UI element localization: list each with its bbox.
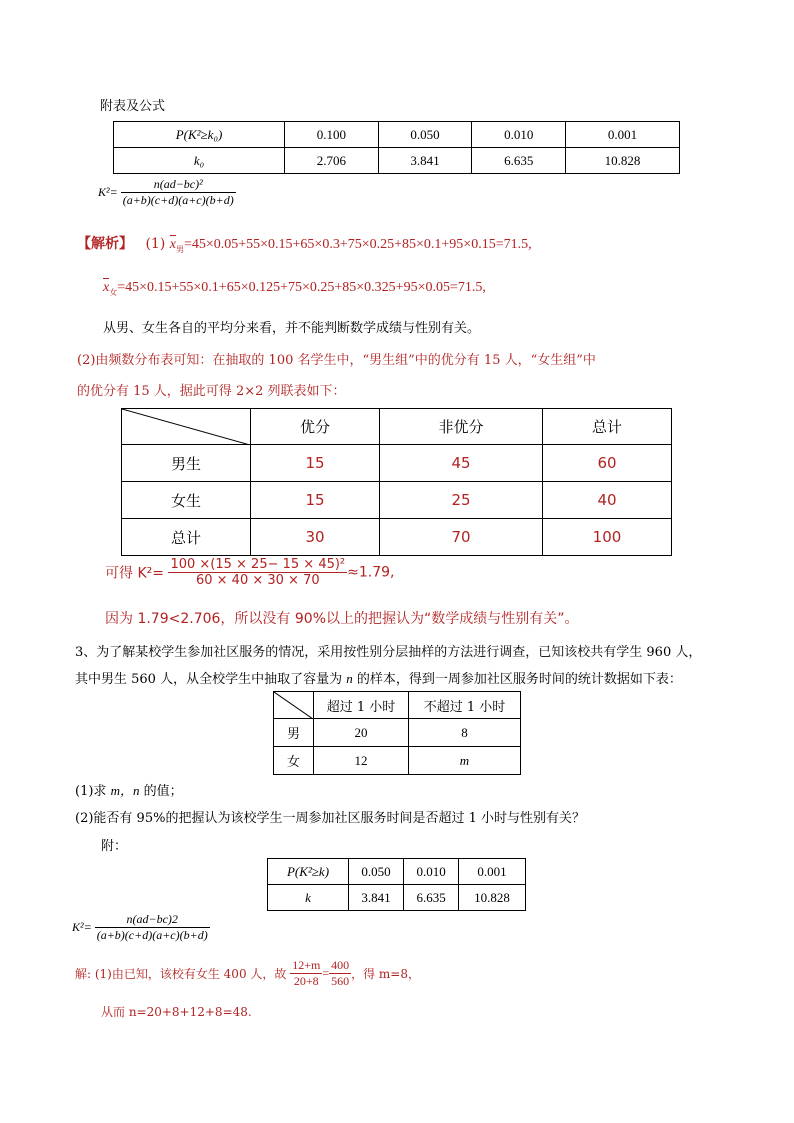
table1-cell: 2.706	[285, 148, 379, 174]
mean-symbol: x	[103, 280, 110, 295]
formula-lhs: K²=	[72, 920, 92, 934]
row-label: 总计	[122, 519, 251, 556]
diagonal-line	[122, 409, 250, 445]
solution-l1a: 解: (1)由已知，该校有女生 400 人，故	[75, 967, 287, 981]
service-time-table	[273, 691, 521, 775]
table1-cell: 6.635	[472, 148, 566, 174]
table1-cell: 3.841	[378, 148, 472, 174]
table-cell: 25	[380, 482, 543, 519]
q3-line-1: 3、为了解某校学生参加社区服务的情况，采用按性别分层抽样的方法进行调查，已知该校共有学生 960 人，	[75, 645, 702, 660]
critical-value-table-2	[267, 858, 526, 911]
table-cell: 45	[380, 445, 543, 482]
table-cell: 30	[251, 519, 380, 556]
q3-line-2	[75, 668, 682, 687]
table-cell: m	[409, 747, 521, 775]
diagonal-header-cell	[122, 409, 251, 445]
analysis-line-2	[103, 279, 486, 298]
analysis-line-3: 从男、女生各自的平均分来看，并不能判断数学成绩与性别有关。	[103, 321, 481, 336]
table1-cell: 10.828	[566, 148, 680, 174]
table1-cell: 0.050	[378, 122, 472, 148]
table-cell: 12	[314, 747, 409, 775]
k-squared-formula	[98, 177, 236, 208]
mean-subscript: 女	[109, 287, 118, 297]
result-prefix: 可得 K²=	[105, 565, 164, 582]
mean-subscript: 男	[175, 244, 184, 254]
table1-row2-head: k₀	[114, 148, 285, 174]
sub1-vars: m，n	[110, 783, 140, 798]
attach-title: 附表及公式	[100, 99, 166, 114]
col-header: 优分	[251, 409, 380, 445]
table-cell: 100	[543, 519, 672, 556]
critical-value-table	[113, 121, 680, 174]
mean-symbol: x	[169, 237, 176, 252]
q3-var-n: n	[346, 671, 353, 686]
table1-cell: 0.100	[285, 122, 379, 148]
col-header: 总计	[543, 409, 672, 445]
frac2-den: 560	[331, 974, 350, 988]
table-cell: 15	[251, 482, 380, 519]
result-denominator: 60 × 40 × 30 × 70	[195, 573, 320, 588]
sub1-prefix: (1)求	[75, 784, 111, 799]
result-formula	[105, 557, 395, 588]
analysis-tag: 【解析】	[77, 236, 133, 252]
sub-question-1	[75, 780, 183, 799]
diagonal-header-cell	[274, 692, 314, 719]
q3-l2b: 的样本，得到一周参加社区服务时间的统计数据如下表：	[352, 672, 682, 687]
formula-lhs: K²=	[98, 185, 118, 199]
formula-denominator: (a+b)(c+d)(a+c)(b+d)	[122, 193, 234, 207]
analysis-l1-rest: =45×0.05+55×0.15+65×0.3+75×0.25+85×0.1+95×0.15=71.5,	[183, 237, 532, 252]
table-cell: 15	[251, 445, 380, 482]
analysis-line-4: (2)由频数分布表可知：在抽取的 100 名学生中，“男生组”中的优分有 15 人，“女生组”中	[77, 353, 596, 368]
col-header: 超过 1 小时	[314, 692, 409, 719]
table4-cell: 0.001	[459, 859, 526, 885]
row-label: 男生	[122, 445, 251, 482]
table-cell: 60	[543, 445, 672, 482]
formula-numerator: n(ad−bc)2	[95, 912, 210, 928]
table1-cell: 0.001	[566, 122, 680, 148]
row-label: 女生	[122, 482, 251, 519]
sub-question-2: (2)能否有 95%的把握认为该校学生一周参加社区服务时间是否超过 1 小时与性别有关？	[75, 811, 585, 826]
table4-cell: 6.635	[404, 885, 459, 911]
frac1-num: 12+m	[292, 958, 321, 972]
table1-cell: 0.010	[472, 122, 566, 148]
analysis-l1-prefix: (1)	[145, 236, 170, 252]
analysis-l2-rest: =45×0.15+55×0.1+65×0.125+75×0.25+85×0.325+95×0.05=71.5,	[117, 280, 486, 295]
contingency-table	[121, 408, 672, 556]
formula-denominator: (a+b)(c+d)(a+c)(b+d)	[96, 928, 208, 942]
frac1-den: 20+8	[293, 974, 319, 988]
table4-row2-head: k	[268, 885, 349, 911]
result-numerator: 100 ×(15 × 25− 15 × 45)²	[170, 557, 346, 572]
frac2-num: 400	[331, 958, 350, 972]
sub1-suffix: 的值；	[139, 784, 183, 799]
table4-row1-head: P(K²≥k)	[268, 859, 349, 885]
analysis-line-1	[77, 233, 532, 255]
solution-line-2: 从而 n=20+8+12+8=48.	[101, 1005, 252, 1019]
table-cell: 8	[409, 719, 521, 747]
analysis-line-5: 的优分有 15 人，据此可得 2×2 列联表如下：	[77, 384, 346, 399]
col-header: 非优分	[380, 409, 543, 445]
table1-row1-head: P(K²≥k₀)	[114, 122, 285, 148]
q3-l2a: 其中男生 560 人，从全校学生中抽取了容量为	[75, 672, 347, 687]
diagonal-line	[274, 692, 313, 719]
formula-numerator: n(ad−bc)²	[121, 177, 236, 193]
row-label: 男	[274, 719, 314, 747]
equals-sign: =	[322, 966, 330, 980]
table4-cell: 0.050	[349, 859, 404, 885]
table4-cell: 0.010	[404, 859, 459, 885]
table-cell: 70	[380, 519, 543, 556]
conclusion: 因为 1.79<2.706，所以没有 90%以上的把握认为“数学成绩与性别有关”。	[105, 611, 579, 627]
solution-l1b: ，得 m=8，	[351, 967, 420, 981]
row-label: 女	[274, 747, 314, 775]
table4-cell: 10.828	[459, 885, 526, 911]
solution-line-1	[75, 958, 420, 989]
table-cell: 40	[543, 482, 672, 519]
result-suffix: ≈1.79,	[347, 564, 395, 581]
table-cell: 20	[314, 719, 409, 747]
attach-label: 附：	[101, 839, 128, 854]
col-header: 不超过 1 小时	[409, 692, 521, 719]
k-squared-formula-2	[72, 912, 210, 943]
table4-cell: 3.841	[349, 885, 404, 911]
